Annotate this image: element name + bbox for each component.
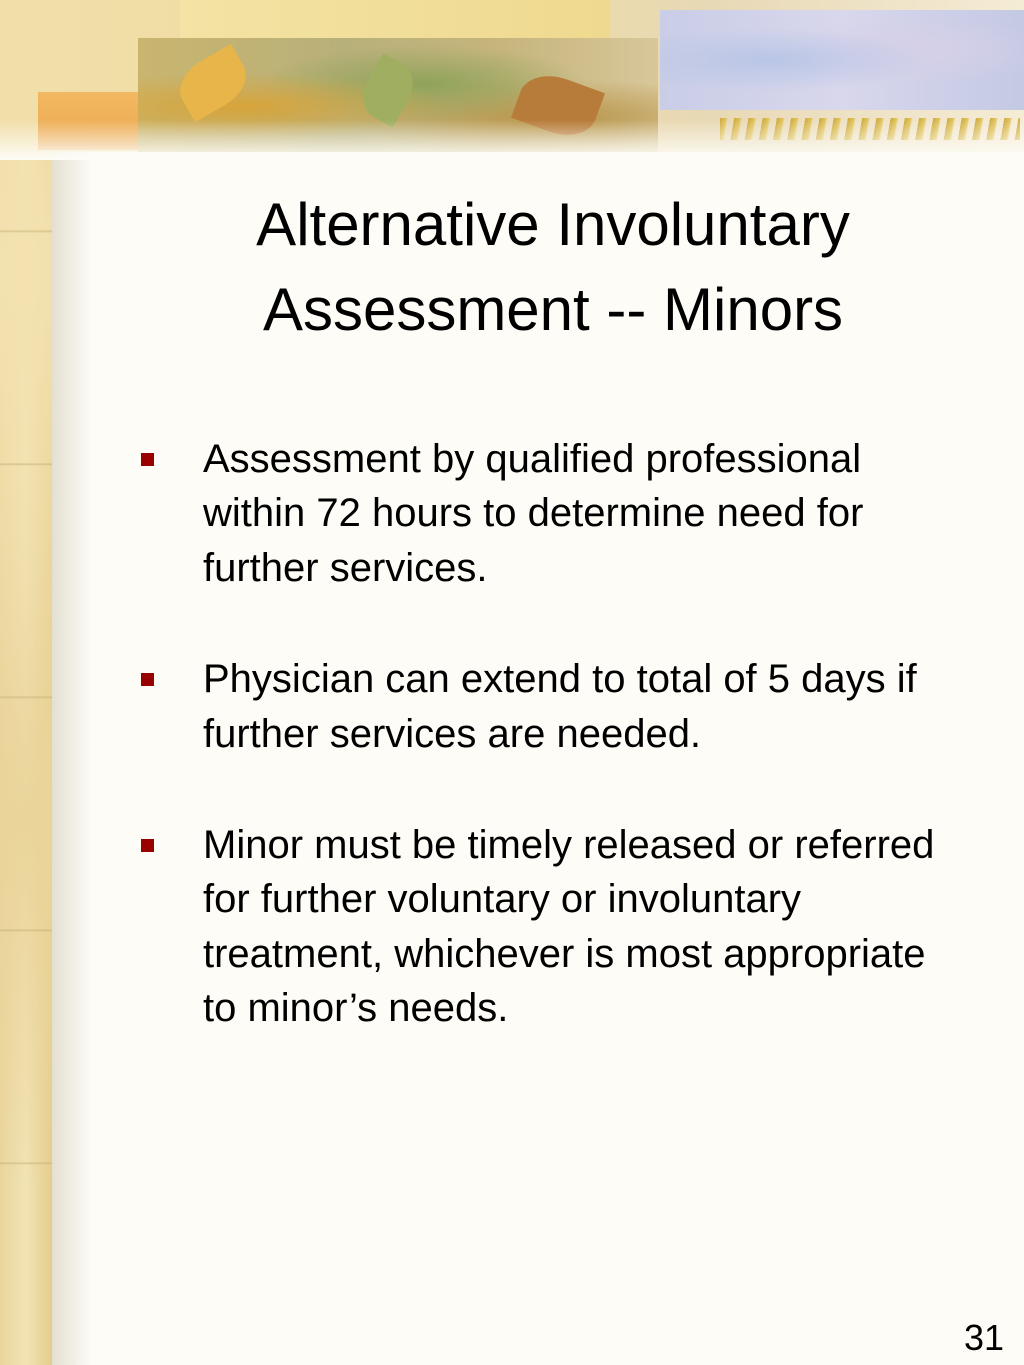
banner-fade <box>0 120 1024 160</box>
square-bullet-icon <box>141 839 154 852</box>
bullet-item <box>138 818 968 1036</box>
bullet-text: Minor must be timely released or referred for further voluntary or involuntary treatment, whichever is most appropriate to minor’s needs. <box>203 822 935 1031</box>
slide-title <box>100 182 1006 352</box>
leaf-icon <box>354 53 423 127</box>
banner-yellow-block <box>180 0 610 40</box>
bullet-item <box>138 432 968 595</box>
decorative-banner <box>0 0 1024 152</box>
page-number: 31 <box>963 1317 1004 1358</box>
bullet-list <box>138 432 968 1093</box>
leaf-icon <box>170 44 256 122</box>
slide-title-line-1: Alternative Involuntary <box>256 191 850 258</box>
square-bullet-icon <box>141 673 154 686</box>
bullet-text: Physician can extend to total of 5 days if further services are needed. <box>203 657 917 756</box>
bullet-text: Assessment by qualified professional within 72 hours to determine need for further services. <box>203 437 864 590</box>
bullet-item <box>138 652 968 761</box>
banner-sky-image <box>660 10 1024 110</box>
square-bullet-icon <box>141 453 154 466</box>
side-shadow <box>52 150 92 1365</box>
slide-title-line-2: Assessment -- Minors <box>262 276 844 344</box>
parchment-side-strip <box>0 0 52 1365</box>
